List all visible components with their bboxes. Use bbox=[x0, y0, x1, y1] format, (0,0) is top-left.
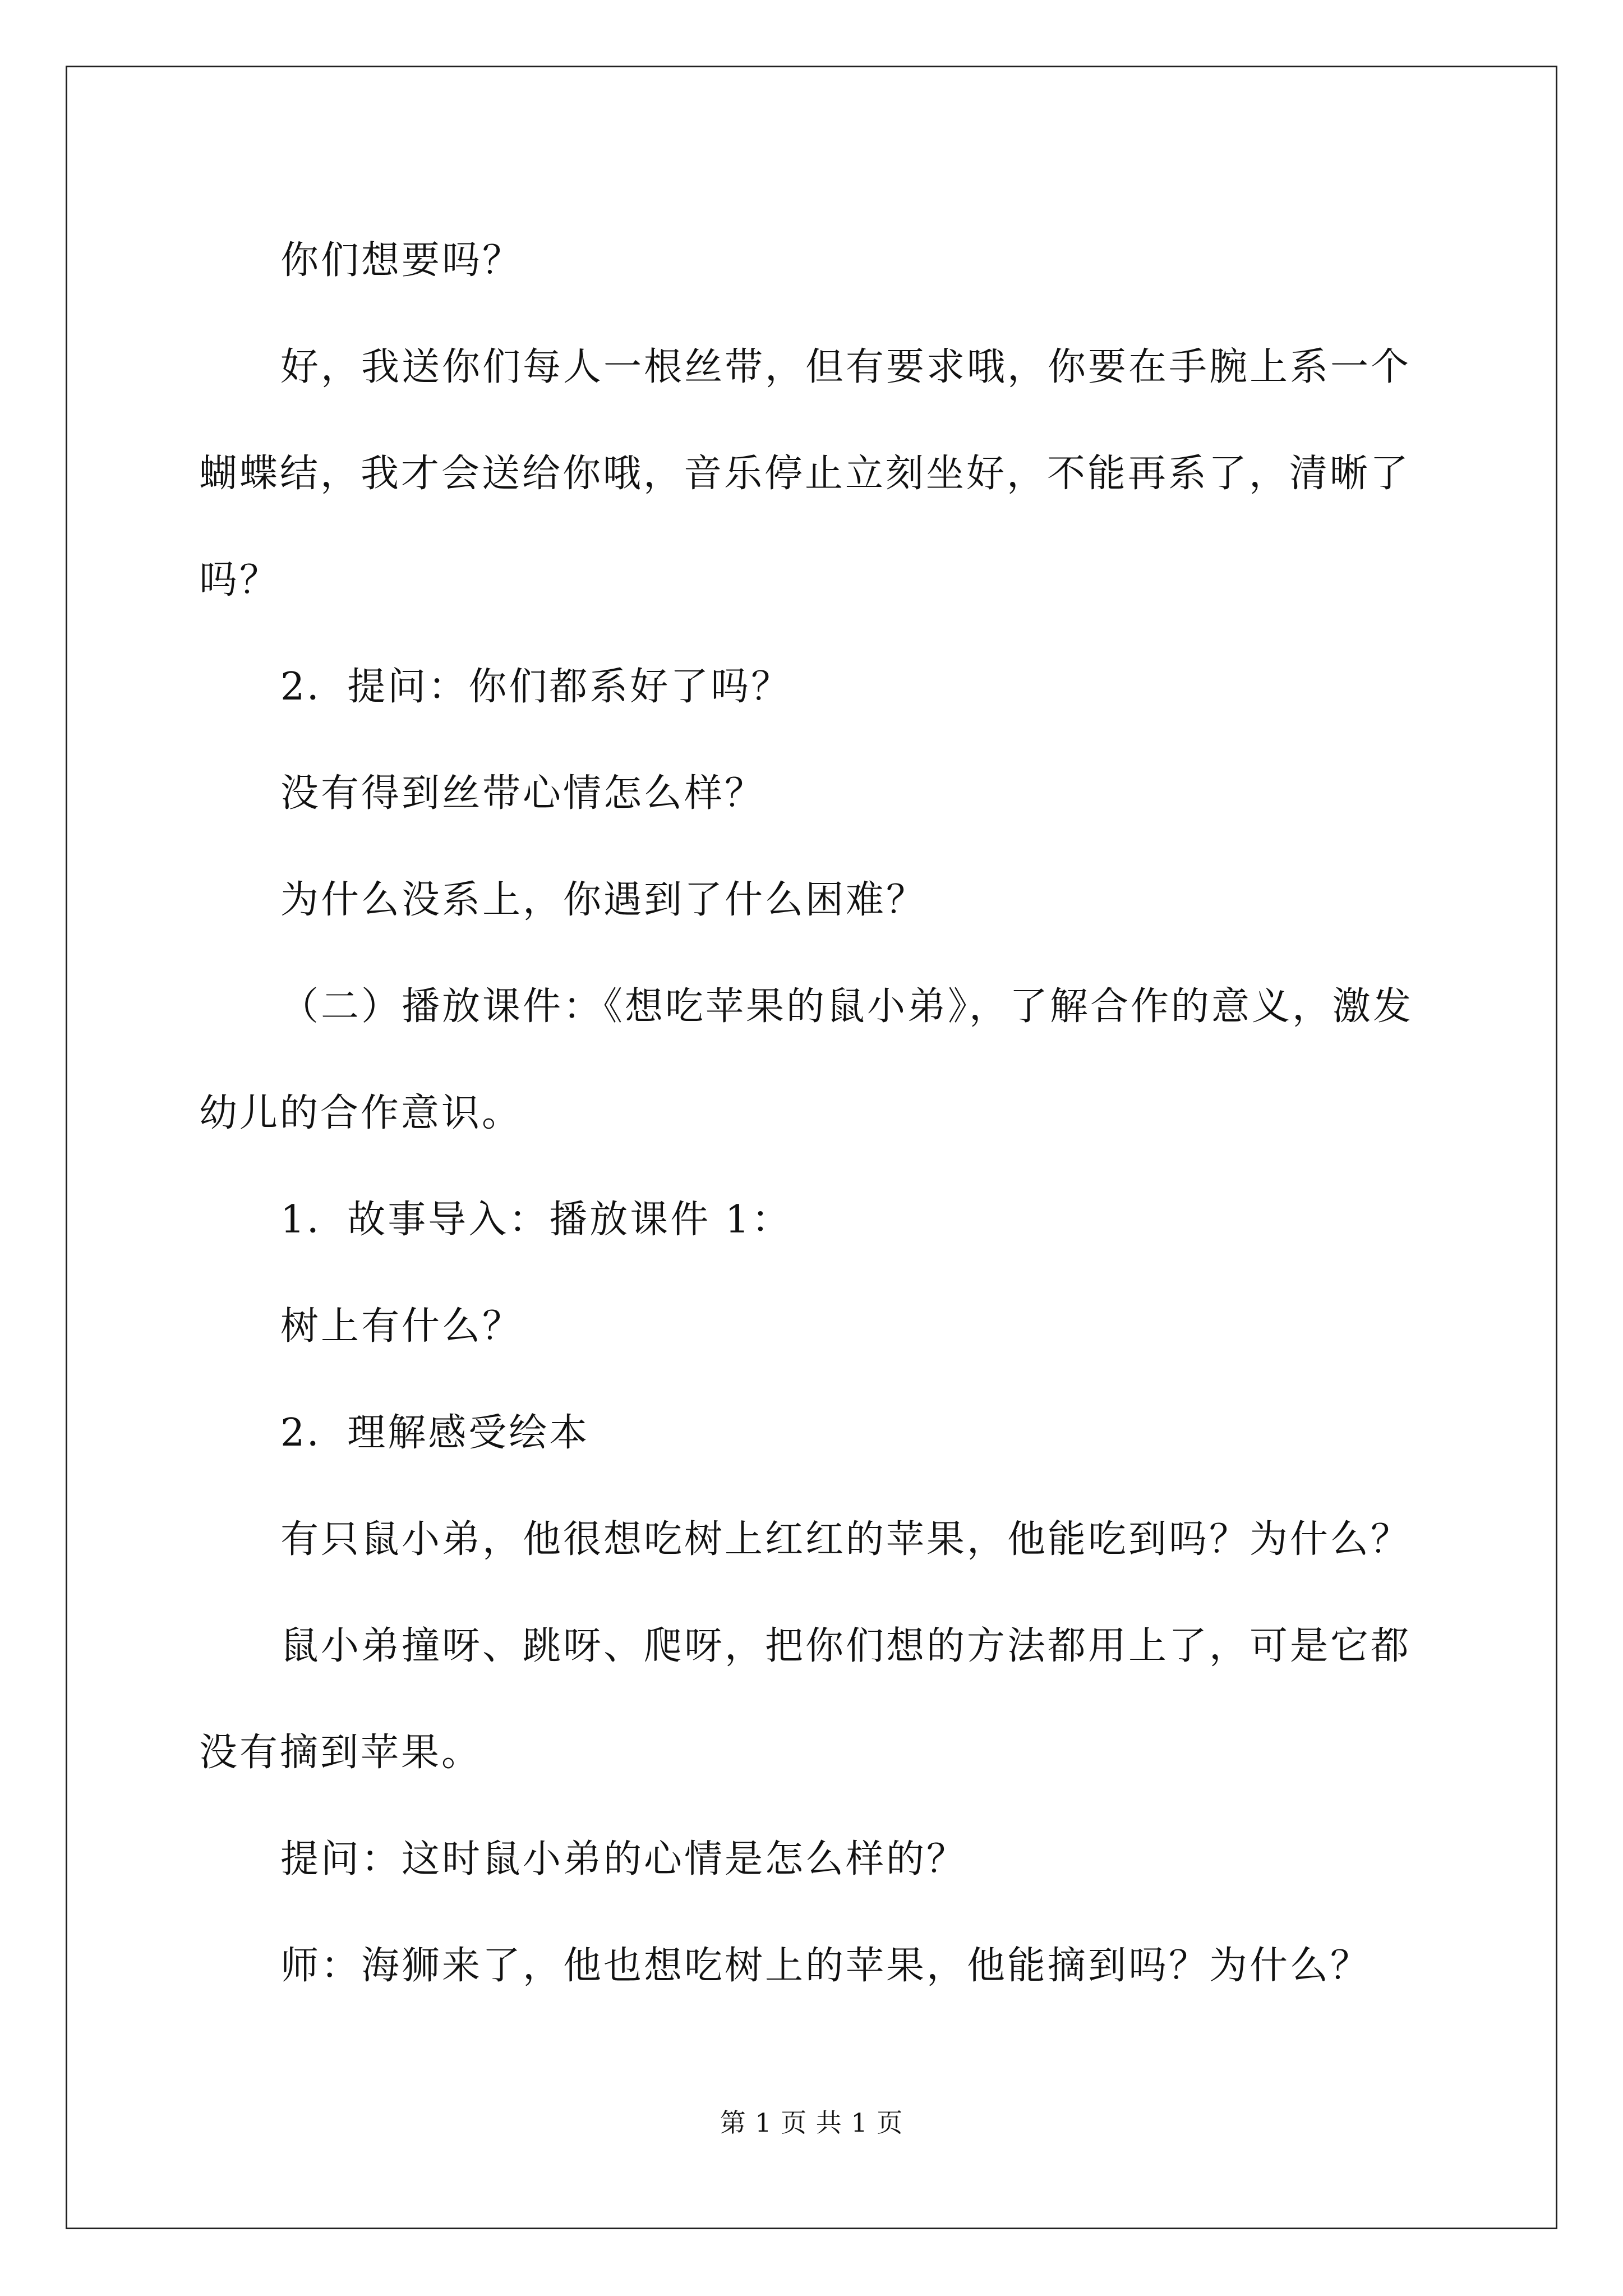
paragraph: 2．理解感受绘本 bbox=[280, 1411, 590, 1455]
paragraph: 师：海狮来了，他也想吃树上的苹果，他能摘到吗？为什么？ bbox=[280, 1944, 1371, 1988]
paragraph: 1．故事导入：播放课件 1： bbox=[280, 1198, 792, 1242]
paragraph: 鼠小弟撞呀、跳呀、爬呀，把你们想的方法都用上了，可是它都没有摘到苹果。 bbox=[199, 1624, 1412, 1775]
paragraph: 2．提问：你们都系好了吗？ bbox=[280, 665, 792, 709]
paragraph: 有只鼠小弟，他很想吃树上红红的苹果，他能吃到吗？为什么？ bbox=[280, 1517, 1412, 1562]
paragraph: （二）播放课件：《想吃苹果的鼠小弟》，了解合作的意义，激发幼儿的合作意识。 bbox=[199, 984, 1414, 1135]
paragraph: 你们想要吗？ bbox=[280, 238, 523, 283]
paragraph: 树上有什么？ bbox=[280, 1304, 523, 1349]
paragraph: 为什么没系上，你遇到了什么困难？ bbox=[280, 878, 927, 922]
paragraph: 没有得到丝带心情怎么样？ bbox=[280, 771, 766, 816]
paragraph: 好，我送你们每人一根丝带，但有要求哦，你要在手腕上系一个蝴蝶结，我才会送给你哦，音乐停止立刻坐好，不能再系了，清晰了吗？ bbox=[199, 345, 1412, 602]
paragraph: 提问：这时鼠小弟的心情是怎么样的？ bbox=[280, 1837, 967, 1881]
document-body bbox=[199, 208, 1450, 2019]
page-footer: 第 1 页 共 1 页 bbox=[720, 2108, 903, 2138]
